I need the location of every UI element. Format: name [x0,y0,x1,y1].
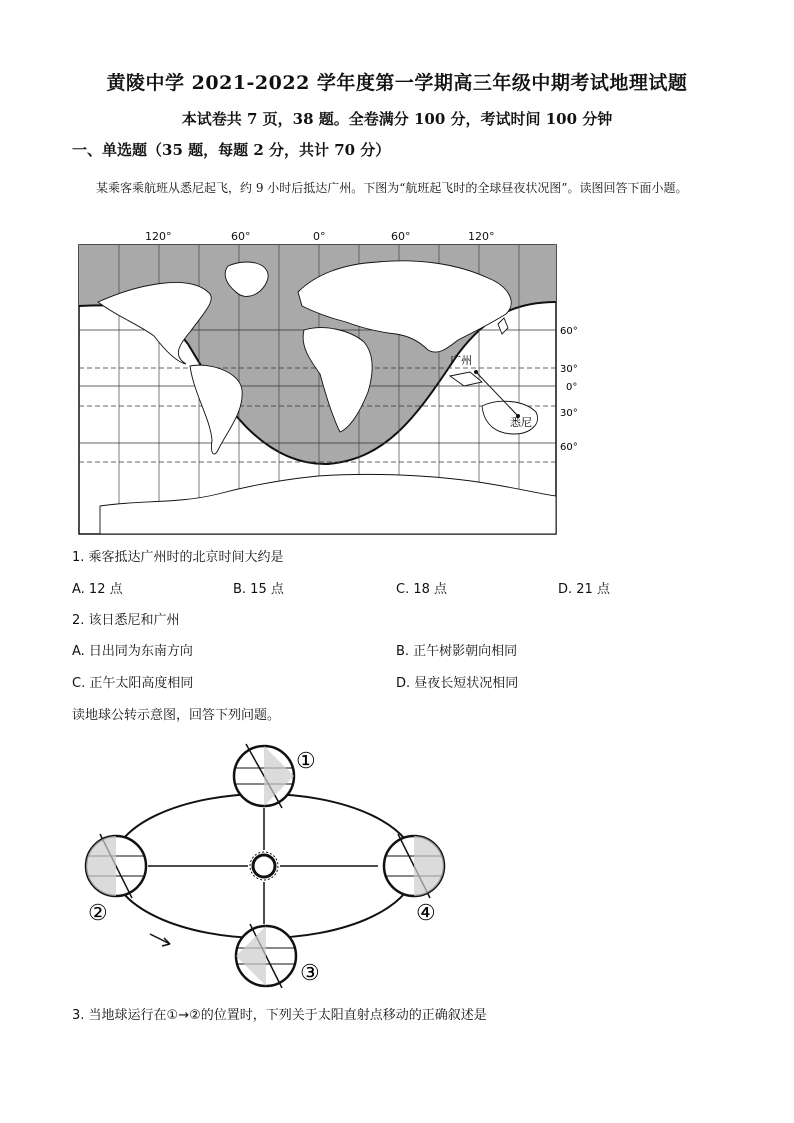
label-1: ① [296,749,316,774]
exam-info: 本试卷共 7 页，38 题。全卷满分 100 分，考试时间 100 分钟 [181,110,613,128]
label-2: ② [88,901,108,926]
intro-paragraph: 某乘客乘航班从悉尼起飞，约 9 小时后抵达广州。下图为“航班起飞时的全球昼夜状况图”。读图回答下面小题。 [96,181,688,195]
day-night-map [78,244,590,536]
lat-label: 60° [560,442,578,453]
earth-position-1 [234,744,294,808]
page-title: 黄陵中学 2021-2022 学年度第一学期高三年级中期考试地理试题 [106,72,688,94]
q1-option-b[interactable]: B. 15 点 [233,582,284,597]
lat-label: 30° [560,364,578,375]
q1-option-a[interactable]: A. 12 点 [72,582,123,597]
lat-label: 0° [566,382,578,393]
lat-label: 30° [560,408,578,419]
sun-icon [250,852,278,880]
lon-label-60w: 60° [231,230,251,243]
earth-position-4 [384,834,444,898]
lat-label: 60° [560,326,578,337]
lon-label-120w: 120° [145,230,172,243]
lat-labels [560,326,578,453]
earth-position-3 [236,924,296,988]
question-3-stem: 3. 当地球运行在①→②的位置时，下列关于太阳直射点移动的正确叙述是 [72,1008,487,1023]
section-heading: 一、单选题（35 题，每题 2 分，共计 70 分） [72,141,391,159]
question-1-stem: 1. 乘客抵达广州时的北京时间大约是 [72,550,284,565]
label-3: ③ [300,961,320,986]
label-4: ④ [416,901,436,926]
question-2-stem: 2. 该日悉尼和广州 [72,613,180,628]
q1-option-c[interactable]: C. 18 点 [396,582,448,597]
lon-label-60e: 60° [391,230,411,243]
q2-option-c[interactable]: C. 正午太阳高度相同 [72,676,194,691]
earth-position-2 [86,834,146,898]
city-label-guangzhou: 广州 [450,354,472,367]
q2-option-d[interactable]: D. 昼夜长短状况相同 [396,676,519,691]
direction-arrow [150,934,170,944]
orbit-intro: 读地球公转示意图，回答下列问题。 [72,708,281,723]
city-label-sydney: 悉尼 [510,416,532,429]
lon-label-120e: 120° [468,230,495,243]
lon-label-0: 0° [313,230,326,243]
earth-orbit-diagram [78,738,458,988]
q2-option-a[interactable]: A. 日出同为东南方向 [72,644,193,659]
q1-option-d[interactable]: D. 21 点 [558,582,610,597]
q2-option-b[interactable]: B. 正午树影朝向相同 [396,644,518,659]
guangzhou-dot [474,370,478,374]
